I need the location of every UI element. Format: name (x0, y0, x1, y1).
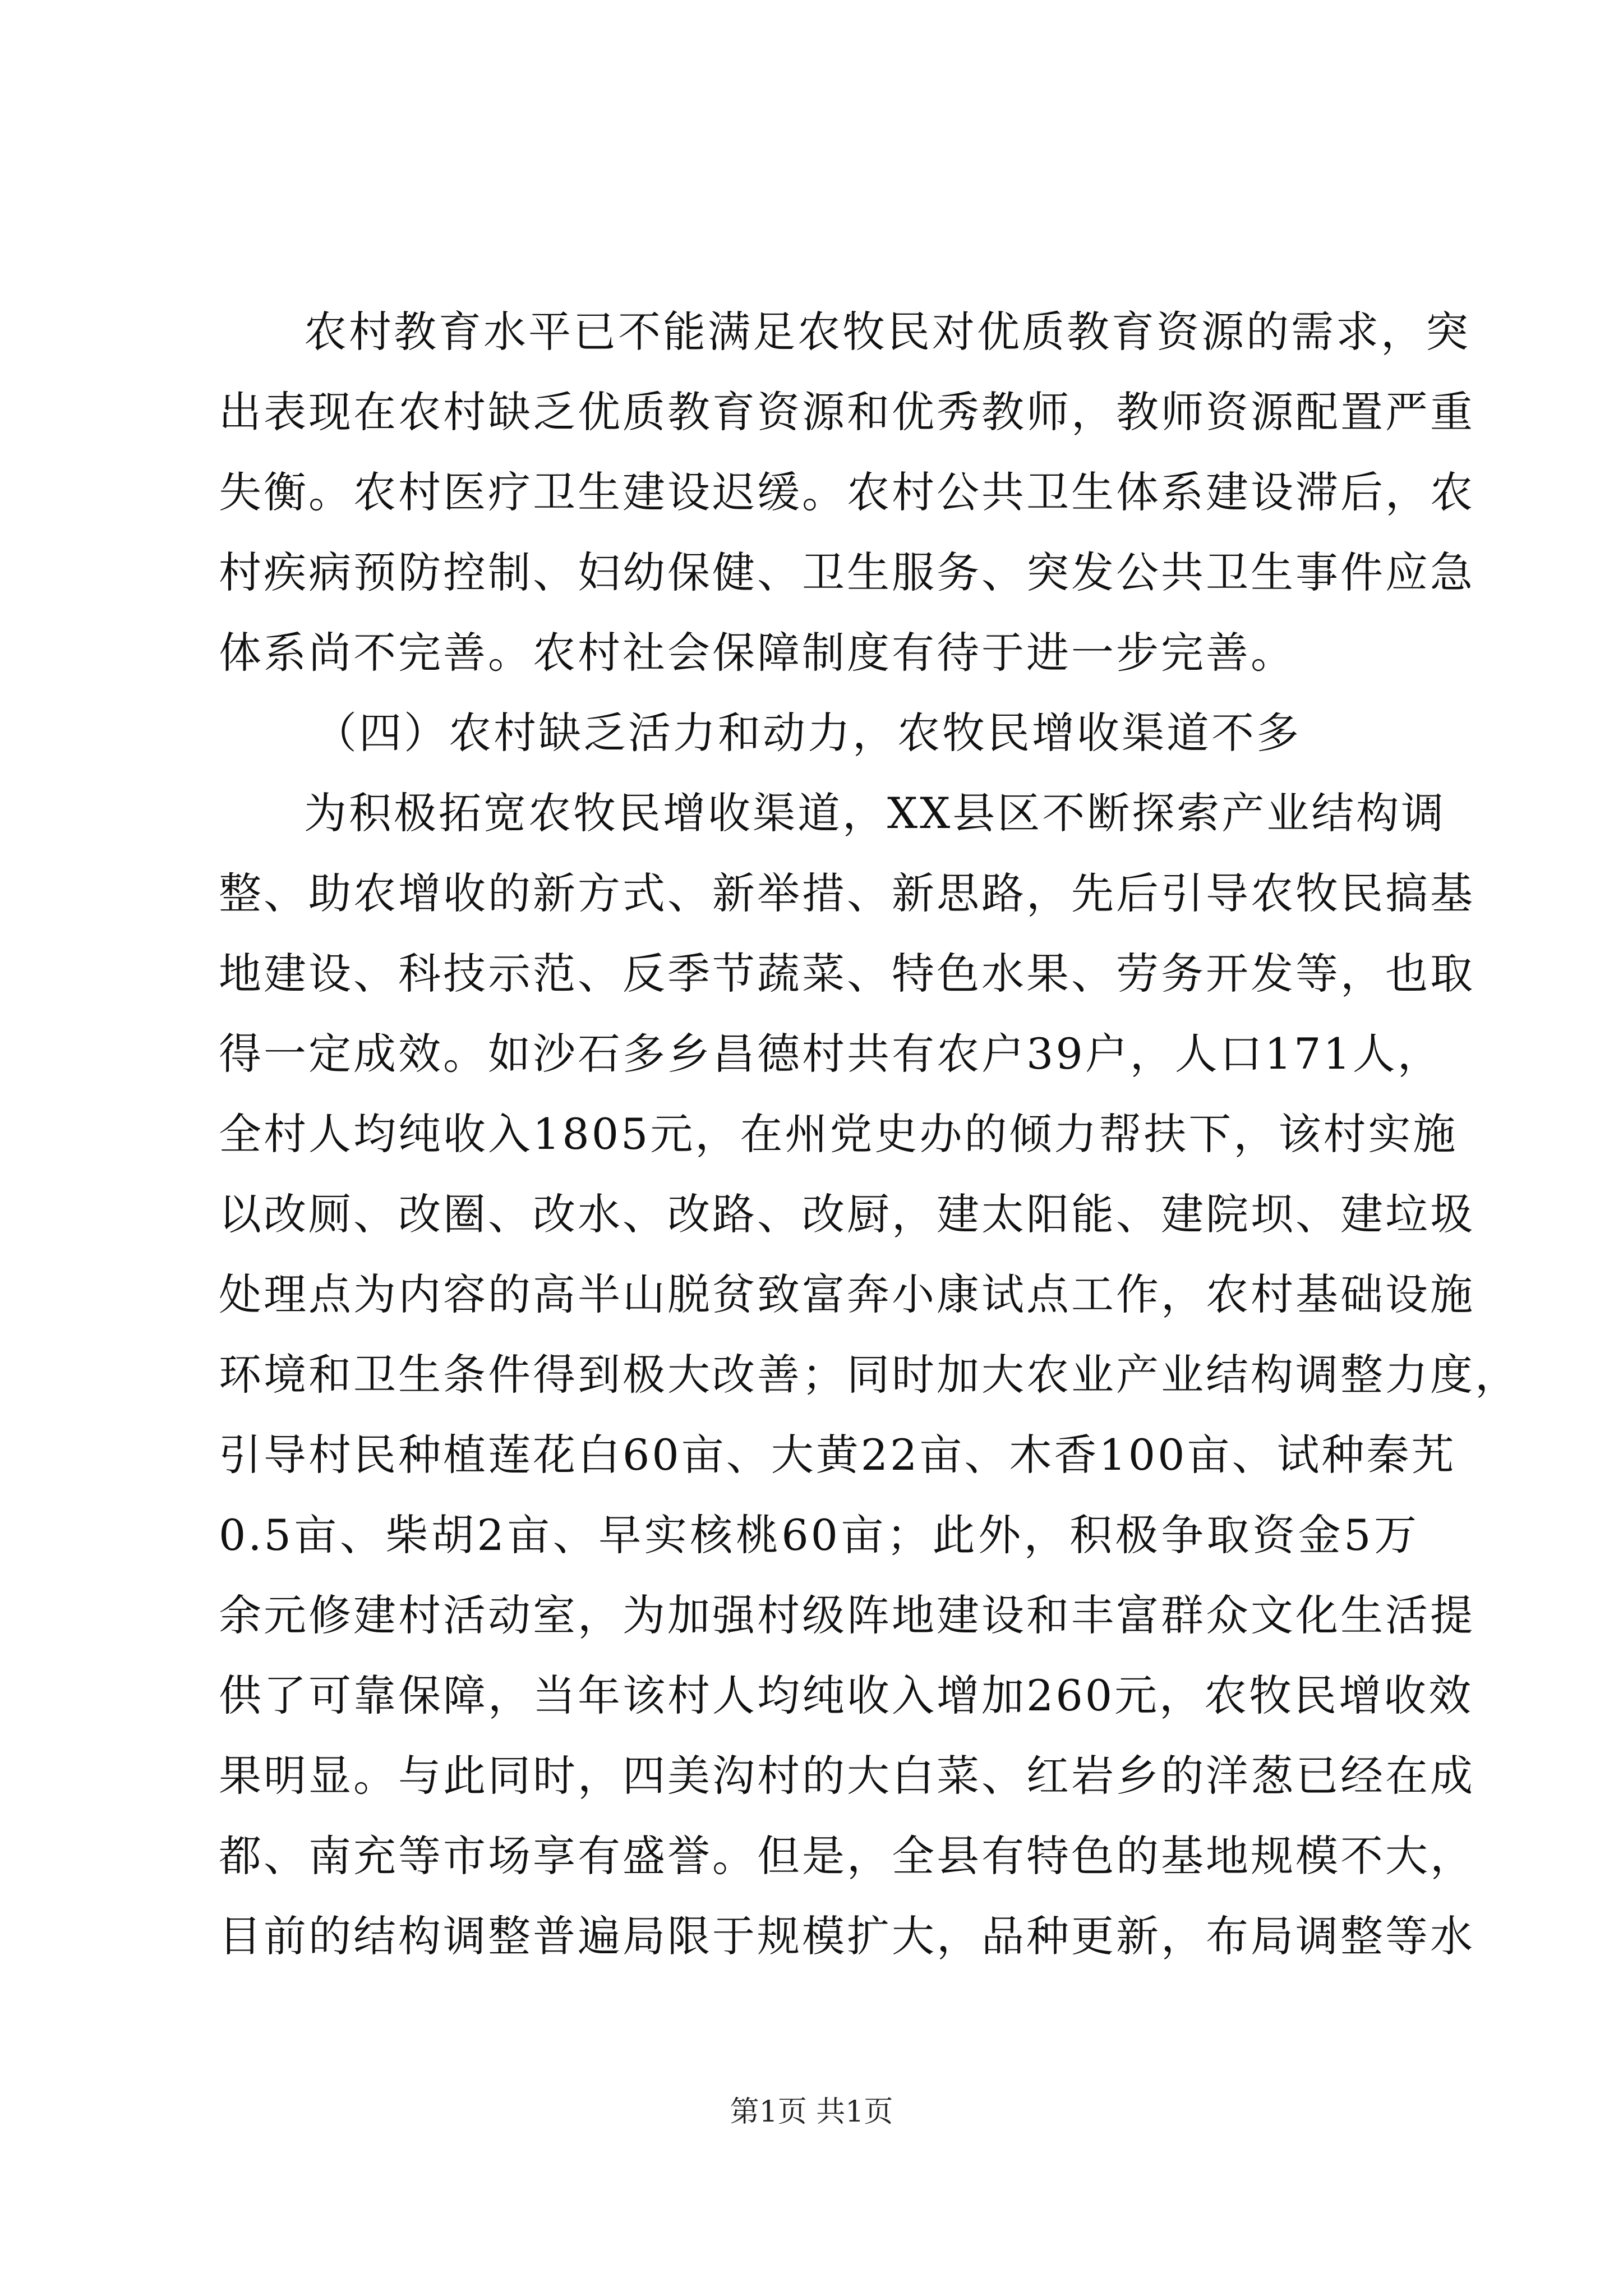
text-line: 环境和卫生条件得到极大改善；同时加大农业产业结构调整力度， (219, 1350, 1520, 1400)
text-line: 果明显。与此同时，四美沟村的大白菜、红岩乡的洋葱已经在成 (219, 1751, 1475, 1801)
text-line: 引导村民种植莲花白60亩、大黄22亩、木香100亩、试种秦艽 (219, 1430, 1456, 1480)
text-line: 全村人均纯收入1805元，在州党史办的倾力帮扶下，该村实施 (219, 1109, 1458, 1159)
text-line: 失衡。农村医疗卫生建设迟缓。农村公共卫生体系建设滞后，农 (219, 467, 1475, 517)
section-heading: （四）农村缺乏活力和动力，农牧民增收渠道不多 (314, 708, 1301, 758)
text-line: 以改厕、改圈、改水、改路、改厨，建太阳能、建院坝、建垃圾 (219, 1189, 1475, 1239)
text-line: 余元修建村活动室，为加强村级阵地建设和丰富群众文化生活提 (219, 1590, 1475, 1640)
text-line: 0.5亩、柴胡2亩、早实核桃60亩；此外，积极争取资金5万 (219, 1510, 1419, 1560)
page-footer (0, 2092, 1623, 2132)
text-line: 处理点为内容的高半山脱贫致富奔小康试点工作，农村基础设施 (219, 1269, 1475, 1319)
text-line: 都、南充等市场享有盛誉。但是，全县有特色的基地规模不大， (219, 1831, 1475, 1881)
text-line: 村疾病预防控制、妇幼保健、卫生服务、突发公共卫生事件应急 (219, 547, 1475, 597)
text-line: 出表现在农村缺乏优质教育资源和优秀教师，教师资源配置严重 (219, 387, 1475, 437)
page-number-label: 第1页 共1页 (730, 2095, 893, 2129)
text-line: 农村教育水平已不能满足农牧民对优质教育资源的需求，突 (304, 307, 1470, 357)
text-line: 得一定成效。如沙石多乡昌德村共有农户39户，人口171人， (219, 1029, 1442, 1079)
text-line: 整、助农增收的新方式、新举措、新思路，先后引导农牧民搞基 (219, 868, 1475, 918)
document-body (219, 292, 1520, 1976)
text-line: 为积极拓宽农牧民增收渠道，XX县区不断探索产业结构调 (304, 788, 1446, 838)
text-line: 地建设、科技示范、反季节蔬菜、特色水果、劳务开发等，也取 (219, 949, 1475, 999)
text-line: 体系尚不完善。农村社会保障制度有待于进一步完善。 (219, 628, 1295, 678)
text-line: 目前的结构调整普遍局限于规模扩大，品种更新，布局调整等水 (219, 1911, 1475, 1961)
text-line: 供了可靠保障，当年该村人均纯收入增加260元，农牧民增收效 (219, 1671, 1474, 1720)
